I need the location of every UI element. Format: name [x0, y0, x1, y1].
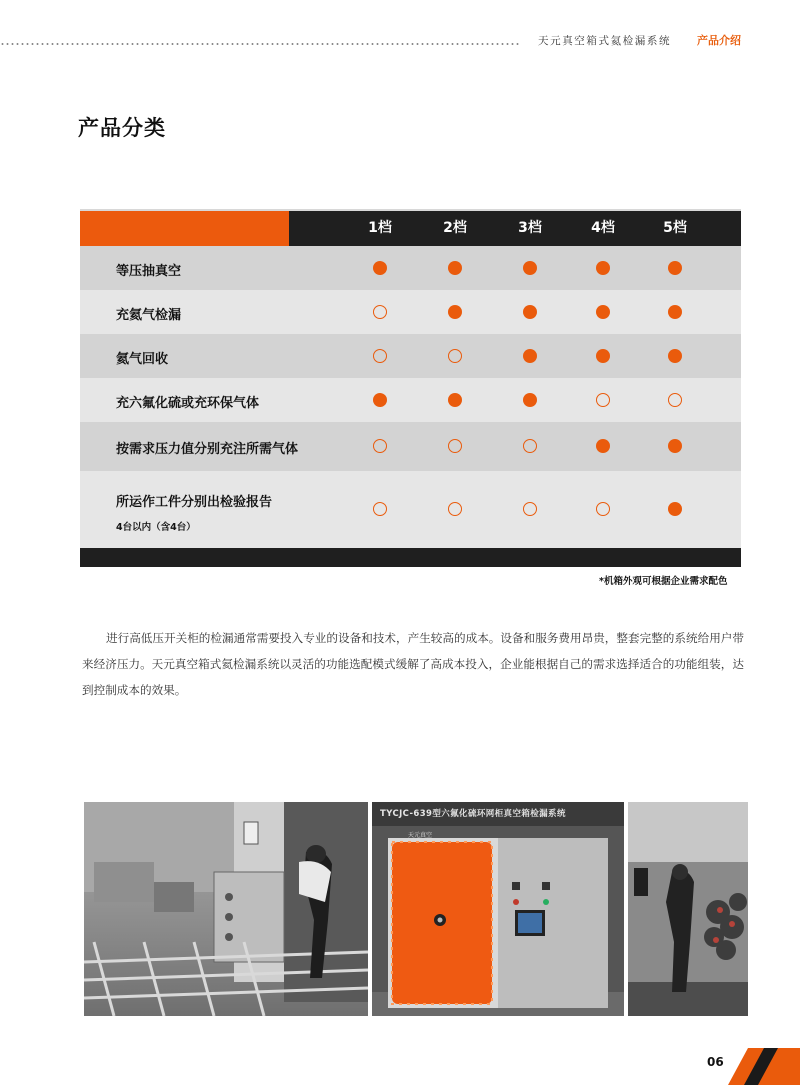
not-included-circle	[373, 502, 387, 516]
included-dot	[523, 261, 537, 275]
product-classification-table	[80, 209, 741, 567]
included-dot	[596, 305, 610, 319]
not-included-circle	[448, 349, 462, 363]
description-paragraph: 进行高低压开关柜的检漏通常需要投入专业的设备和技术，产生较高的成本。设备和服务费用昂贵，整套完整的系统给用户带来经济压力。天元真空箱式氦检漏系统以灵活的功能选配模式缓解了高成本投入，企业能根据自己的需求选择适合的功能组装，达到控制成本的效果。	[82, 631, 744, 697]
table-row	[80, 246, 741, 290]
not-included-circle	[523, 502, 537, 516]
page-title: 产品分类	[78, 116, 166, 140]
table-row	[80, 471, 741, 548]
header-dotted-line	[0, 43, 520, 45]
color-note: *机箱外观可根据企业需求配色	[599, 576, 728, 587]
column-header: 1档	[368, 220, 392, 236]
table-footer-bar	[80, 548, 741, 567]
column-header: 2档	[443, 220, 467, 236]
row-label: 氦气回收	[116, 352, 169, 367]
row-label: 按需求压力值分别充注所需气体	[116, 442, 299, 457]
column-header: 5档	[663, 220, 687, 236]
row-label: 充六氟化硫或充环保气体	[116, 396, 260, 411]
table-header	[80, 209, 741, 246]
included-dot	[523, 349, 537, 363]
included-dot	[668, 349, 682, 363]
not-included-circle	[668, 393, 682, 407]
header-system-name: 天元真空箱式氦检漏系统	[538, 35, 672, 47]
included-dot	[373, 393, 387, 407]
column-header: 3档	[518, 220, 542, 236]
machine-label: TYCJC-639型六氟化硫环网柜真空箱检漏系统	[380, 809, 566, 819]
not-included-circle	[448, 502, 462, 516]
row-label: 充氦气检漏	[116, 308, 182, 323]
row-sublabel: 4台以内（含4台）	[116, 522, 196, 533]
page-number: 06	[707, 1055, 724, 1069]
included-dot	[523, 305, 537, 319]
column-header: 4档	[591, 220, 615, 236]
not-included-circle	[373, 305, 387, 319]
photo-technician-inspection	[628, 802, 748, 1016]
photo-operator-loading	[84, 802, 368, 1016]
not-included-circle	[448, 439, 462, 453]
not-included-circle	[373, 349, 387, 363]
included-dot	[523, 393, 537, 407]
brand-mark: 天元真空	[408, 832, 433, 839]
table-row	[80, 422, 741, 471]
header-accent-block	[80, 211, 289, 246]
included-dot	[668, 502, 682, 516]
included-dot	[668, 439, 682, 453]
row-label: 等压抽真空	[116, 264, 182, 279]
included-dot	[373, 261, 387, 275]
included-dot	[448, 305, 462, 319]
included-dot	[448, 261, 462, 275]
included-dot	[596, 439, 610, 453]
not-included-circle	[523, 439, 537, 453]
included-dot	[596, 261, 610, 275]
footer-accent-shape	[724, 1048, 800, 1085]
included-dot	[448, 393, 462, 407]
included-dot	[668, 305, 682, 319]
header-section-name: 产品介绍	[697, 34, 741, 47]
row-label: 所运作工件分别出检验报告	[116, 495, 273, 510]
not-included-circle	[596, 393, 610, 407]
not-included-circle	[596, 502, 610, 516]
included-dot	[596, 349, 610, 363]
photo-vacuum-box-system	[372, 802, 624, 1016]
included-dot	[668, 261, 682, 275]
table-row	[80, 334, 741, 378]
table-row	[80, 290, 741, 334]
table-row	[80, 378, 741, 422]
not-included-circle	[373, 439, 387, 453]
